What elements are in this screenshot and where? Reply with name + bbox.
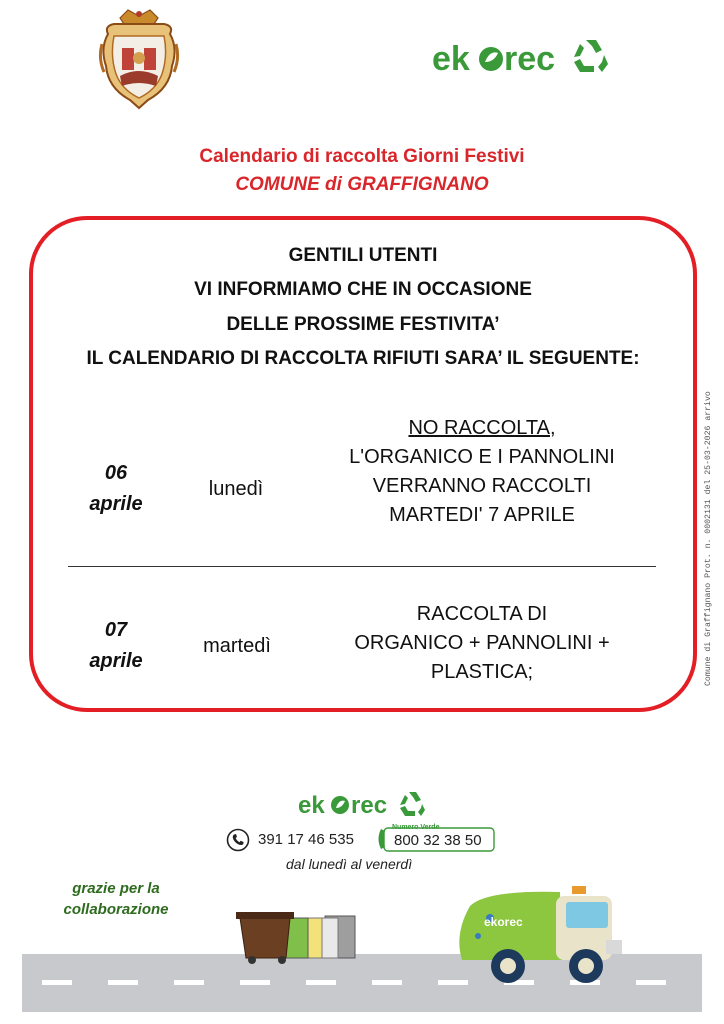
- waste-bins-icon: [236, 912, 355, 964]
- date-month: aprile: [89, 650, 143, 672]
- ekorec-logo: [428, 28, 618, 86]
- page-title: Calendario di raccolta Giorni Festivi: [199, 146, 525, 167]
- svg-text:rec: rec: [351, 792, 388, 819]
- numero-verde-label: Numero Verde: [392, 824, 440, 831]
- notice-line-1: GENTILI UTENTI: [288, 245, 438, 266]
- desc-line: [322, 414, 642, 443]
- notice-line-3: DELLE PROSSIME FESTIVITA’: [226, 314, 500, 335]
- row-divider: [68, 566, 656, 567]
- schedule-weekday-1: lunedì: [208, 478, 264, 500]
- page-subtitle: COMUNE di GRAFFIGNANO: [235, 174, 489, 195]
- ekorec-logo-small: [296, 784, 436, 824]
- opening-hours: dal lunedì al venerdì: [286, 856, 413, 872]
- svg-text:rec: rec: [504, 40, 556, 78]
- thanks-line-1: grazie per la: [72, 880, 160, 897]
- desc-punctuation: ,: [549, 417, 556, 439]
- date-number: 07: [104, 619, 128, 641]
- date-number: 06: [104, 462, 128, 484]
- notice-line-4: IL CALENDARIO DI RACCOLTA RIFIUTI SARA’ IL SEGUENTE:: [86, 348, 640, 369]
- desc-line: PLASTICA;: [430, 661, 534, 683]
- municipal-crest-logo: [98, 8, 180, 110]
- desc-line: ORGANICO + PANNOLINI +: [354, 632, 610, 654]
- notice-line-2: VI INFORMIAMO CHE IN OCCASIONE: [194, 279, 532, 300]
- svg-text:ek: ek: [432, 40, 470, 78]
- schedule-weekday-2: martedì: [203, 635, 271, 657]
- no-collection-label: NO RACCOLTA: [408, 417, 550, 439]
- protocol-stamp-text: Comune di Graffignano Prot. n. 0002131 del 25-03-2026 arrivo: [704, 391, 713, 686]
- schedule-date-1: [61, 458, 171, 520]
- svg-text:ekorec: ekorec: [484, 915, 523, 929]
- desc-line: L'ORGANICO E I PANNOLINI: [349, 446, 615, 468]
- road-illustration: [0, 878, 724, 1024]
- numero-verde-number[interactable]: 800 32 38 50: [394, 832, 482, 849]
- protocol-stamp: [700, 330, 714, 686]
- thanks-line-2: collaborazione: [63, 901, 169, 918]
- desc-line: RACCOLTA DI: [416, 603, 548, 625]
- phone-icon: [226, 828, 250, 852]
- schedule-desc-1: [322, 414, 642, 530]
- schedule-date-2: [61, 615, 171, 677]
- desc-line: MARTEDI' 7 APRILE: [389, 504, 575, 526]
- phone-number[interactable]: 391 17 46 535: [258, 831, 354, 848]
- date-month: aprile: [89, 493, 143, 515]
- svg-text:ek: ek: [298, 792, 325, 819]
- desc-line: VERRANNO RACCOLTI: [372, 475, 592, 497]
- schedule-desc-2: [322, 600, 642, 687]
